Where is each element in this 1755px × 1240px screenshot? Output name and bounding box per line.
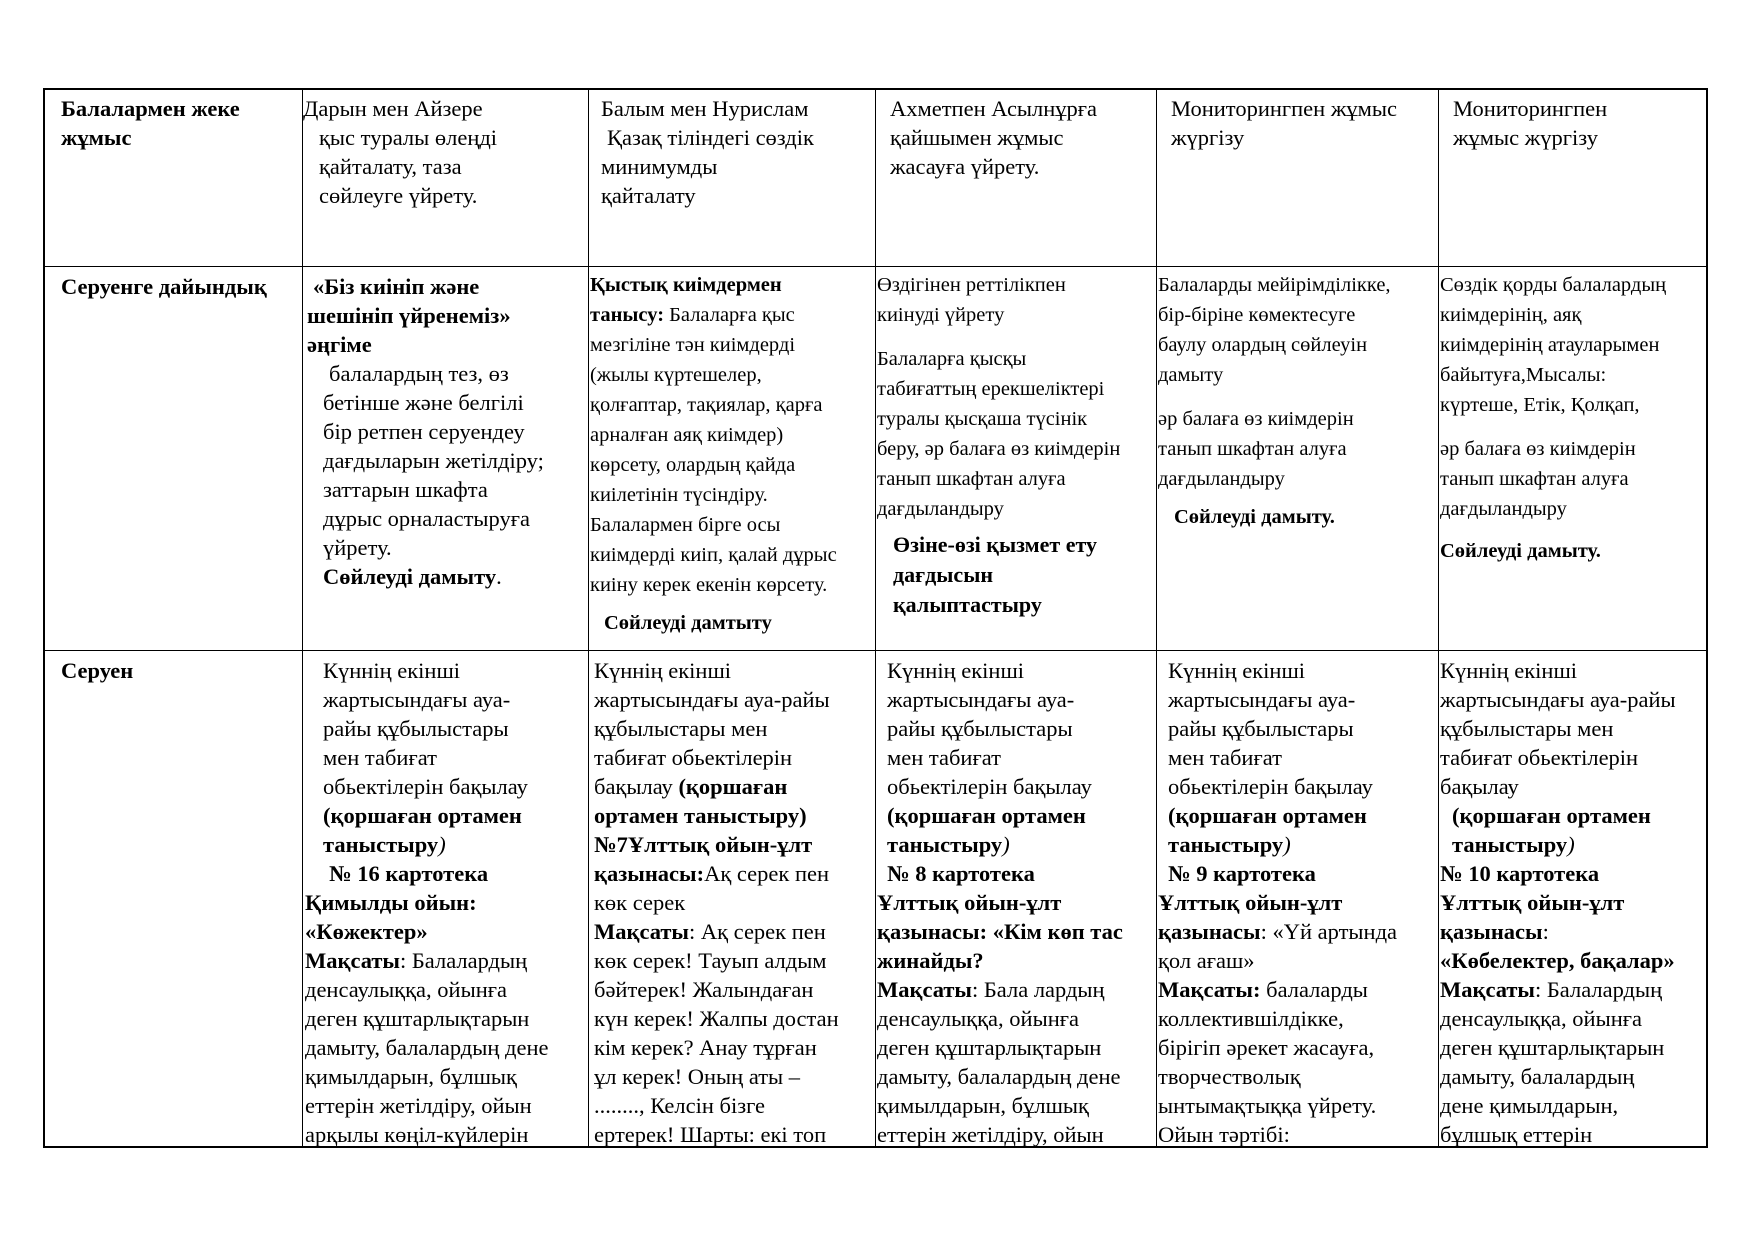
walk-prep-cell-2: Қыстық киімдермен танысу: Балаларға қыс мезгіліне тән киімдерді (жылы күртешелер, қолғаптар, тақиялар, қарға арналған аяқ киімдер) көрсету, олардың қайда киілетінін түсіндіру. Балалармен бірге осы киімдерді киіп, қалай дұрыс киіну керек екенін көрсету. Сөйлеуді дамтыту [590,274,837,634]
column-divider [875,90,876,1146]
walk-cell-4: Күннің екінші жартысындағы ауа- райы құбылыстары мен табиғат обьектілерін бақылау (қоршаған ортамен таныстыру) № 9 картотека Ұлттық ойын-ұлт қазынасы: «Үй артында қол ағаш» Мақсаты: балаларды коллектившілдікке, бірігіп әрекет жасауға, творчестволық ынтымақтыққа үйрету. Ойын тәртібі: [1158,658,1397,1147]
column-divider [1156,90,1157,1146]
column-divider [1438,90,1439,1146]
individual-work-cell-1: Дарын мен Айзере қыс туралы өлеңді қайталату, таза сөйлеуге үйрету. [303,96,498,208]
schedule-table [43,88,1708,1148]
row-divider [45,650,1706,651]
row-label-individual-work: Балалармен жеке жұмыс [61,96,240,150]
row-divider [45,266,1706,267]
individual-work-cell-2: Балым мен Нурислам Қазақ тіліндегі сөздік минимумды қайталату [601,96,814,208]
walk-cell-2: Күннің екінші жартысындағы ауа-райы құбылыстары мен табиғат обьектілерін бақылау (қоршаған ортамен таныстыру) №7Ұлттық ойын-ұлт қазынасы:Ақ серек пен көк серек Мақсаты: Ақ серек пен көк серек! Тауып алдым бәйтерек! Жалындаған күн керек! Жалпы достан кім керек? Анау тұрған ұл керек! Оның аты – ........, Келсін бізге ертерек! Шарты: екі топ [594,658,839,1147]
walk-cell-1: Күннің екінші жартысындағы ауа- райы құбылыстары мен табиғат обьектілерін бақылау (қоршаған ортамен таныстыру) № 16 картотека Қимылды ойын: «Көжектер» Мақсаты: Балалардың денсаулыққа, ойынға деген құштарлықтарын дамыту, балалардың дене қимылдарын, бұлшық еттерін жетілдіру, ойын арқылы көңіл-күйлерін [305,658,549,1147]
walk-prep-cell-5: Сөздік қорды балалардың киімдерінің, аяқ киімдерінің атауларымен байытуға,Мысалы: күртеше, Етік, Қолқап, әр балаға өз киімдерін танып шкафтан алуға дағдыландыру Сөйлеуді дамыту. [1440,274,1667,562]
row-label-walk: Серуен [61,658,134,683]
individual-work-cell-5: Мониторингпен жұмыс жүргізу [1453,96,1608,150]
walk-cell-3: Күннің екінші жартысындағы ауа- райы құбылыстары мен табиғат обьектілерін бақылау (қоршаған ортамен таныстыру) № 8 картотека Ұлттық ойын-ұлт қазынасы: «Кім көп тас жинайды? Мақсаты: Бала лардың денсаулыққа, ойынға деген құштарлықтарын дамыту, балалардың дене қимылдарын, бұлшық еттерін жетілдіру, ойын [877,658,1123,1147]
walk-prep-cell-3: Өздігінен реттілікпен киінуді үйрету Балаларға қысқы табиғаттың ерекшеліктері туралы қысқаша түсінік беру, әр балаға өз киімдерін танып шкафтан алуға дағдыландыру Өзіне-өзі қызмет ету дағдысын қалыптастыру [877,274,1121,617]
individual-work-cell-3: Ахметпен Асылнұрға қайшымен жұмыс жасауға үйрету. [890,96,1098,179]
column-divider [302,90,303,1146]
walk-cell-5: Күннің екінші жартысындағы ауа-райы құбылыстары мен табиғат обьектілерін бақылау (қоршаған ортамен таныстыру) № 10 картотека Ұлттық ойын-ұлт қазынасы: «Көбелектер, бақалар» Мақсаты: Балалардың денсаулыққа, ойынға деген құштарлықтарын дамыту, балалардың дене қимылдарын, бұлшық еттерін [1440,658,1676,1147]
column-divider [588,90,589,1146]
walk-prep-cell-4: Балаларды мейірімділікке, бір-біріне көмектесуге баулу олардың сөйлеуін дамыту әр балаға өз киімдерін танып шкафтан алуға дағдыландыру Сөйлеуді дамыту. [1158,274,1391,528]
individual-work-cell-4: Мониторингпен жұмыс жүргізу [1171,96,1397,150]
walk-prep-cell-1: «Біз киініп және шешініп үйренеміз» әңгіме балалардың тез, өз бетінше және белгілі бір ретпен серуендеу дағдыларын жетілдіру; заттарын шкафта дұрыс орналастыруға үйрету. Сөйлеуді дамыту. [307,274,544,589]
row-label-walk-prep: Серуенге дайындық [61,274,267,299]
